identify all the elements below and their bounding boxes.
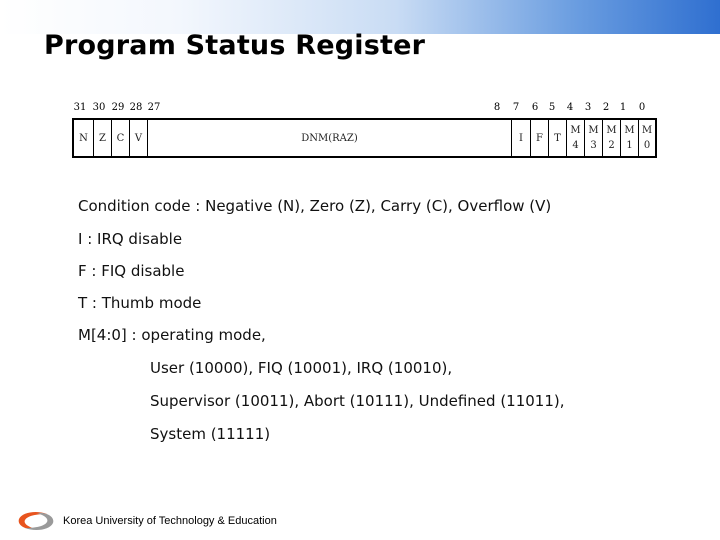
slide-title: Program Status Register <box>44 30 426 61</box>
desc-mode-line1: User (10000), FIQ (10001), IRQ (10010), <box>150 359 453 377</box>
bit-number-5: 5 <box>548 102 556 113</box>
bit-number-7: 7 <box>512 102 520 113</box>
field-m1: M 1 <box>621 120 639 156</box>
bit-number-2: 2 <box>602 102 610 113</box>
field-c: C <box>112 120 130 156</box>
bit-number-28: 28 <box>129 102 143 113</box>
desc-mode-line3: System (11111) <box>150 425 271 443</box>
desc-thumb: T : Thumb mode <box>78 294 202 312</box>
field-m3: M 3 <box>585 120 603 156</box>
bit-number-0: 0 <box>638 102 646 113</box>
desc-fiq: F : FIQ disable <box>78 262 185 280</box>
bit-number-6: 6 <box>531 102 539 113</box>
bit-number-3: 3 <box>584 102 592 113</box>
field-n: N <box>74 120 94 156</box>
bit-number-30: 30 <box>92 102 106 113</box>
desc-mode-line2: Supervisor (10011), Abort (10111), Undefined (11011), <box>150 392 565 410</box>
field-v: V <box>130 120 148 156</box>
bit-number-1: 1 <box>619 102 627 113</box>
header-gradient-bar <box>0 0 720 34</box>
field-z: Z <box>94 120 112 156</box>
bit-number-29: 29 <box>111 102 125 113</box>
psr-bit-diagram <box>66 100 658 164</box>
field-f: F <box>531 120 549 156</box>
field-i: I <box>512 120 531 156</box>
field-m0: M 0 <box>641 125 653 151</box>
field-m4: M 4 <box>567 120 585 156</box>
bit-number-27: 27 <box>147 102 161 113</box>
bit-number-4: 4 <box>566 102 574 113</box>
university-logo-icon <box>17 511 55 531</box>
field-t: T <box>549 120 567 156</box>
footer-institution: Korea University of Technology & Education <box>63 515 277 527</box>
desc-mode-heading: M[4:0] : operating mode, <box>78 326 266 344</box>
desc-condition-code: Condition code : Negative (N), Zero (Z), Carry (C), Overflow (V) <box>78 197 552 215</box>
register-box <box>72 118 657 158</box>
bit-number-31: 31 <box>73 102 87 113</box>
desc-irq: I : IRQ disable <box>78 230 183 248</box>
field-dnm: DNM(RAZ) <box>148 120 512 156</box>
bit-number-8: 8 <box>493 102 501 113</box>
field-m2: M 2 <box>603 120 621 156</box>
